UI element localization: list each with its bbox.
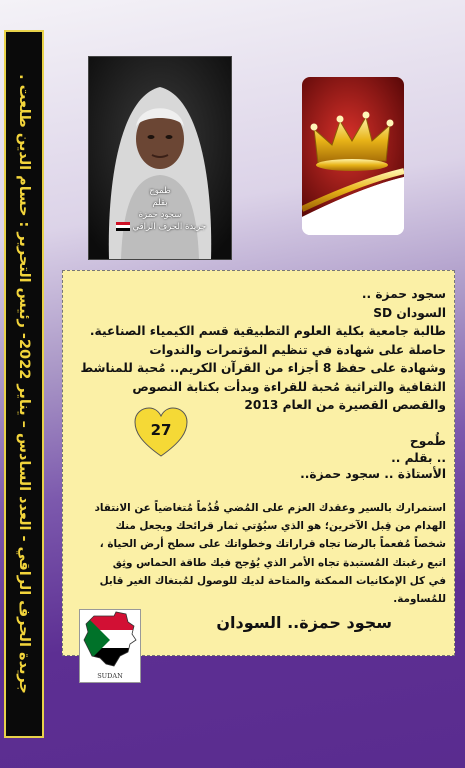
body-line: اتبع رغبتك المُستبدة تجاه الأمر الذي يُؤجج فيك طاقة الحماس وثِق xyxy=(112,556,446,569)
piece-body xyxy=(69,499,446,608)
photo-caption-line: طموح xyxy=(149,186,171,196)
piece-author: الأستاذة .. سجود حمزة.. xyxy=(300,467,446,481)
author-photo xyxy=(88,56,232,260)
photo-caption-line xyxy=(89,221,231,233)
photo-caption-line: سجود حمزة xyxy=(138,210,182,220)
side-banner-text: جريدة الحرف الراقي - العدد السادس – يناير 2022- رئيس التحرير : حسام الدين طلعت . xyxy=(16,74,32,694)
bio-line: والقصص القصيرة من العام 2013 xyxy=(244,398,446,412)
sudan-label: SUDAN xyxy=(97,672,123,680)
sudan-map-flag-icon xyxy=(80,610,140,672)
side-banner xyxy=(4,30,44,738)
body-line: للمُساومة. xyxy=(393,593,446,606)
signature: سجود حمزة.. السودان xyxy=(216,613,392,632)
piece-title: طُموح xyxy=(409,434,446,448)
crown-icon xyxy=(302,77,404,235)
bio-block xyxy=(71,285,446,415)
sudan-map xyxy=(79,609,141,683)
photo-caption xyxy=(89,185,231,233)
bio-name: سجود حمزة .. xyxy=(361,287,446,301)
bio-card xyxy=(62,270,455,680)
photo-caption-line: بقلم xyxy=(152,198,168,208)
body-line: استمرارك بالسير وعقدك العزم على المُضي قُدُماً مُتغاضياً عن الانتقاد xyxy=(94,502,446,514)
body-line: شخصاً مُفعماً بالرضا تجاه قراراتك وخطواتك على سطح أرض الحياة ، xyxy=(99,538,446,551)
bio-line: حاصلة على شهادة في تنظيم المؤتمرات والندوات xyxy=(149,342,446,357)
body-line: الهدام من قِبل الآخرين؛ هو الذي سيُؤتي ثمار قرائحك ويجعل منك xyxy=(115,520,446,533)
piece-by: .. بقلم .. xyxy=(391,450,446,465)
issue-number-badge: 27 xyxy=(150,421,172,439)
bio-line: طالبة جامعية بكلية العلوم التطبيقية قسم الكيمياء الصناعية. xyxy=(89,324,446,338)
egypt-flag-icon xyxy=(116,222,130,231)
piece-heading xyxy=(300,433,446,483)
bio-country: السودان SD xyxy=(373,305,446,320)
crown-card xyxy=(302,77,404,235)
bio-line: وشهادة على حفظ 8 أجزاء من القرآن الكريم.. مُحبة للمناشط xyxy=(80,361,446,375)
photo-caption-paper: جريدة الحرف الراقي xyxy=(132,222,207,232)
body-line: في كل الإمكانيات الممكنة والمتاحة لديك للوصول لمُبتغاك الغير قابل xyxy=(99,574,446,587)
bio-line: الثقافية والتراثية مُحبة للقراءة وبدأت بكتابة النصوص xyxy=(132,379,446,394)
